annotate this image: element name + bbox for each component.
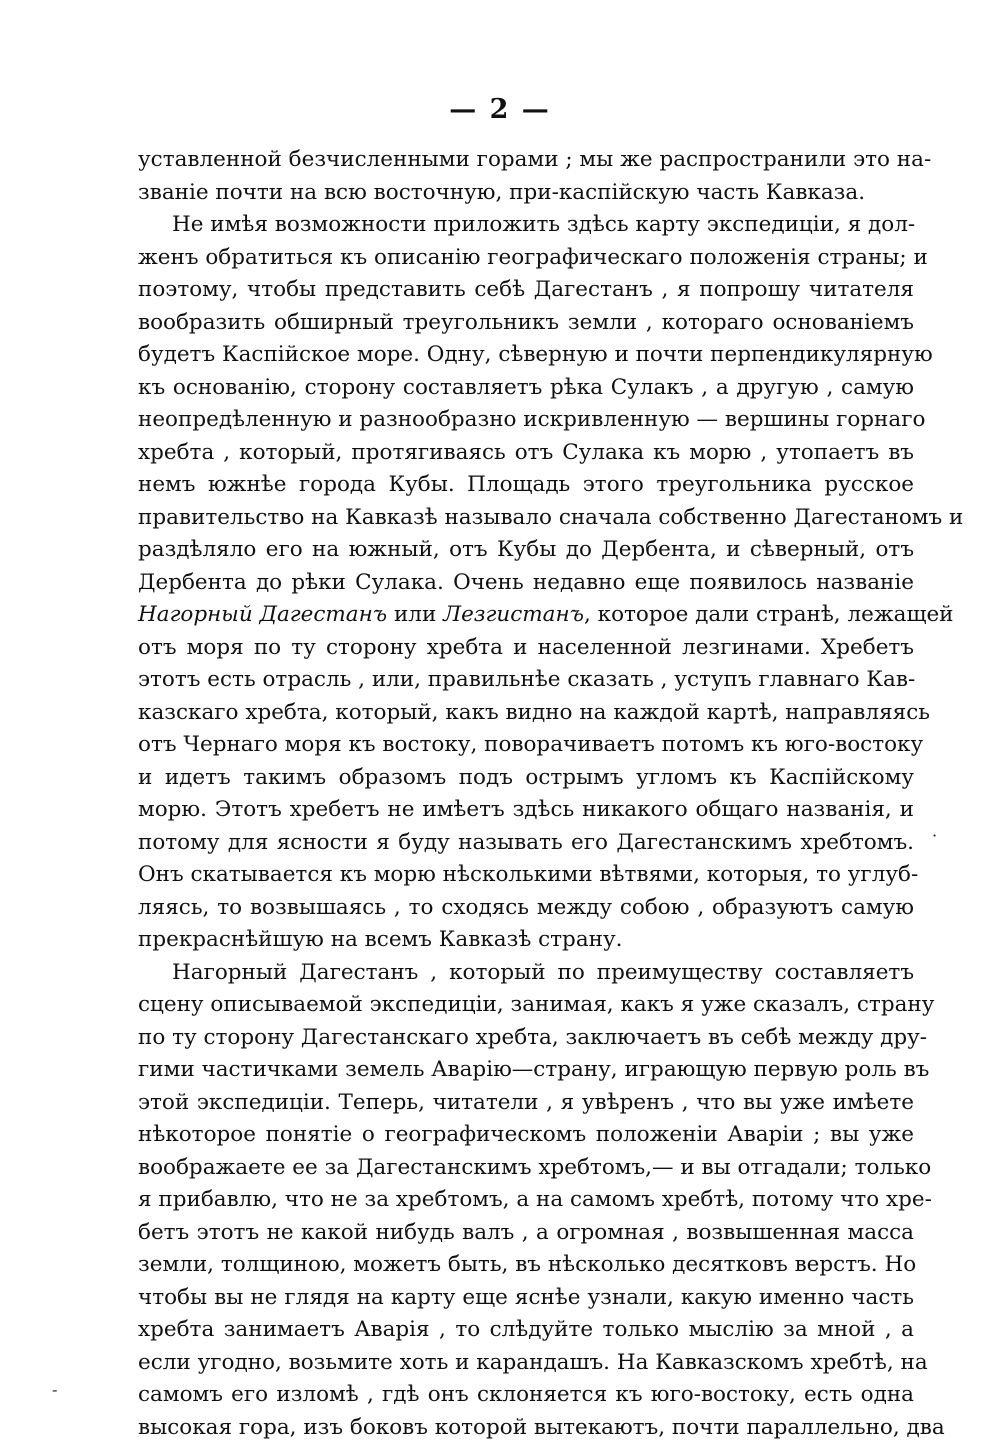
text-line: если угодно, возьмите хоть и карандашъ. На Кавказскомъ хребтѣ, на [138, 1350, 928, 1375]
text-line: уставленной безчисленными горами ; мы же распространили это на- [138, 147, 932, 172]
text-line: по ту сторону Дагестанскаго хребта, заключаетъ въ себѣ между дру- [138, 1025, 928, 1050]
text-line: правительство на Кавказѣ называло сначала собственно Дагестаномъ и [138, 505, 964, 530]
margin-speck: · [932, 826, 938, 845]
text-line: морю. Этотъ хребетъ не имѣетъ здѣсь никакого общаго названія, и [138, 797, 914, 822]
text-line: высокая гора, изъ боковъ которой вытекаютъ, почти параллельно, два [138, 1415, 945, 1440]
margin-speck: - [52, 1380, 58, 1399]
page-number: — 2 — [449, 94, 551, 125]
italic-term: Нагорный Дагестанъ [138, 602, 388, 627]
text-line: немъ южнѣе города Кубы. Площадь этого треугольника русское [138, 472, 914, 497]
text-line: Нагорный Дагестанъ , который по преимуществу составляетъ [172, 960, 914, 985]
text-line: гими частичками земель Аварію—страну, играющую первую роль въ [138, 1057, 930, 1082]
text-line: потому для ясности я буду называть его Дагестанскимъ хребтомъ. [138, 830, 914, 855]
text-line: Дербента до рѣки Сулака. Очень недавно еще появилось названіе [138, 570, 914, 595]
plain-text: или [387, 602, 444, 627]
text-line: я прибавлю, что не за хребтомъ, а на самомъ хребтѣ, потому что хре- [138, 1187, 932, 1212]
text-line: казскаго хребта, который, какъ видно на каждой картѣ, направляясь [138, 700, 930, 725]
text-line: земли, толщиною, можетъ быть, въ нѣсколько десятковъ верстъ. Но [138, 1252, 917, 1277]
text-line: ляясь, то возвышаясь , то сходясь между собою , образуютъ самую [138, 895, 914, 920]
text-line: къ основанію, сторону составляетъ рѣка Сулакъ , а другую , самую [138, 375, 914, 400]
text-line: раздѣляло его на южный, отъ Кубы до Дербента, и сѣверный, отъ [138, 537, 914, 562]
text-line: самомъ его изломѣ , гдѣ онъ склоняется къ юго-востоку, есть одна [138, 1382, 914, 1407]
text-line: будетъ Каспійское море. Одну, сѣверную и почти перпендикулярную [138, 342, 933, 367]
text-line: отъ моря по ту сторону хребта и населенной лезгинами. Хребетъ [138, 635, 914, 660]
text-line: бетъ этотъ не какой нибудь валъ , а огромная , возвышенная масса [138, 1220, 914, 1245]
text-line: Не имѣя возможности приложить здѣсь карту экспедиціи, я дол- [172, 212, 916, 237]
text-line: Онъ скатывается къ морю нѣсколькими вѣтвями, которыя, то углуб- [138, 862, 919, 887]
text-line: поэтому, чтобы представить себѣ Дагестанъ , я попрошу читателя [138, 277, 914, 302]
text-line: неопредѣленную и разнообразно искривленную — вершины горнаго [138, 407, 926, 432]
text-line: званіе почти на всю восточную, при-каспійскую часть Кавказа. [138, 180, 866, 205]
text-line-italic-names [138, 598, 954, 632]
italic-term: Лезгистанъ [443, 602, 584, 627]
text-line: этотъ есть отрасль , или, правильнѣе сказать , уступъ главнаго Кав- [138, 667, 916, 692]
text-line: воображаете ее за Дагестанскимъ хребтомъ,— и вы отгадали; только [138, 1155, 932, 1180]
text-line: вообразить обширный треугольникъ земли , котораго основаніемъ [138, 310, 914, 335]
text-line: женъ обратиться къ описанію географическаго положенія страны; и [138, 245, 928, 270]
text-line: чтобы вы не глядя на карту еще яснѣе узнали, какую именно часть [138, 1285, 914, 1310]
text-line: прекраснѣйшую на всемъ Кавказѣ страну. [138, 927, 623, 952]
plain-text: , которое дали странѣ, лежащей [583, 602, 954, 627]
text-line: сцену описываемой экспедиціи, занимая, какъ я уже сказалъ, страну [138, 992, 935, 1017]
text-line: нѣкоторое понятіе о географическомъ положеніи Аваріи ; вы уже [138, 1122, 914, 1147]
text-line: хребта занимаетъ Аварія , то слѣдуйте только мыслію за мной , а [138, 1317, 914, 1342]
text-line: и идетъ такимъ образомъ подъ острымъ угломъ къ Каспійскому [138, 765, 914, 790]
text-line: этой экспедиціи. Теперь, читатели , я увѣренъ , что вы уже имѣете [138, 1090, 914, 1115]
text-line: хребта , который, протягиваясь отъ Сулака къ морю , утопаетъ въ [138, 440, 914, 465]
text-line: отъ Чернаго моря къ востоку, поворачиваетъ потомъ къ юго-востоку [138, 732, 924, 757]
